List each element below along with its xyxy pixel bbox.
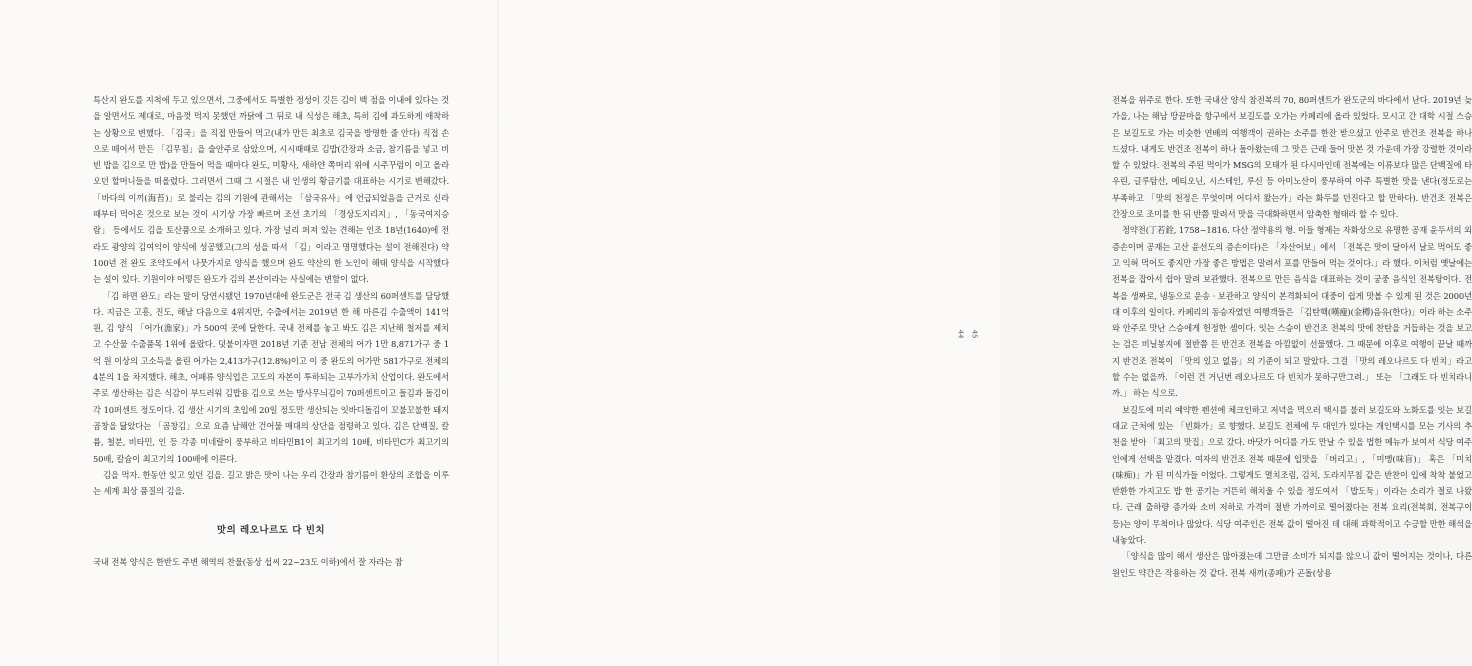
left-text-column [93, 92, 449, 570]
section-title: 맛의 레오나르도 다 빈치 [216, 525, 326, 537]
right-paragraph-2: 정약전(丁若銓, 1758~1816. 다산 정약용의 형. 이들 형제는 자화상으로 유명한 공재 윤두서의 외증손이며 공재는 고산 윤선도의 증손이다)은 「자산어보」에서 「전복은 맛이 달아서 날로 먹어도 좋고 익혀 먹어도 좋지만 가장 좋은 방법은 말려서 포를 만들어 먹는 것이다.」라 했다. 이처럼 옛날에는 전복을 잡아서 쉽아 말려 보관했다. 전복으로 만든 음식을 대표하는 것이 궁중 음식인 전복탕이다. 전복을 생짜로, 냉동으로 운송 · 보관하고 양식이 본격화되어 대중이 쉽게 맛볼 수 있게 된 것은 2000년대 이후의 일이다. 카페리의 동승자였던 여행객들은 「김탄핵(嘆瘦)(金樽)음유(한다)」이라 하는 소주와 안주로 맛난 스승에게 헌정한 셈이다. 잇는 스승이 반건조 전복의 맛에 찬탄을 거듭하는 것을 보고는 검은 비닐봉지에 절반쯤 든 반건조 전복을 아낌없이 선물했다. 그 때문에 이후로 여행이 끝날 때까지 반건조 전복이 「맛의 있고 없음」의 기준이 되고 말았다. 그걸 「맛의 레오나르도 다 빈치」라고 할 수는 없을까. 「이런 건 거닌번 레오나르도 다 빈치가 못하구만그려.」 또는 「그래도 다 빈치라니까.」 하는 식으로. [1112, 225, 1472, 399]
right-paragraph-3: 보길도에 미리 예약한 펜션에 체크인하고 저녁을 먹으러 택시를 불러 보길도와 노화도를 잇는 보길대교 근처에 있는 「빈화가」로 향했다. 보길도 전체에 두 대인가 있다는 개인택시를 모는 기사의 추천을 받아 「최고의 맛집」으로 갔다. 바닷가 어디를 가도 만날 수 있을 법한 메뉴가 보여서 식당 여주인에게 선택을 맡겼다. 여자의 반건조 전복 때문에 입맛을 「버리고」, 「미맹(味盲)」 혹은 「미치(味痴)」가 된 미식가들 이었다. 그렇게도 멸치조림, 김치, 도라지무침 같은 반찬이 입에 착착 붙었고 반환한 가지고도 밥 한 공기는 거뜬히 해치울 수 있을 정도여서 「밥도둑」이라는 소리가 절로 나왔다. 근래 출하량 증가와 소비 저하로 가격이 절반 가까이로 떨어졌다는 전복 요리(전복회, 전복구이 등)는 양이 무척이나 많았다. 식당 여주인은 전복 값이 떨어진 데 대해 과학적이고 수긍할 만한 해석을 내놓았다. [1112, 404, 1472, 546]
left-paragraph-2: 「김 하면 완도」라는 말이 당연시됐던 1970년대에 완도군은 전국 김 생산의 60퍼센트를 담당했다. 지금은 고흥, 진도, 해남 다음으로 4위지만, 수출에서는 2019년 한 해 마른김 수출액이 141억 원, 김 양식 「어가(漁家)」가 500여 곳에 달한다. 국내 전체를 놓고 봐도 김은 지난해 철저를 제치고 수산물 수출품목 1위에 올랐다. 덧붙이자면 2018년 기준 전남 전체의 어가 1만 8,871가구 중 1억 원 이상의 고소득을 올린 어가는 2,413가구(12.8%)이고 이 중 완도의 어가만 581가구로 전체의 4분의 1을 차지했다. 해초, 어패류 양식업은 고도의 자본이 투하되는 고부가가치 산업이다. 완도에서 주로 생산하는 김은 식감이 부드러워 김밥용 김으로 쓰는 방사무늬김이 70퍼센트이고 돌김과 돌김이 각 10퍼센트 정도이다. 김 생산 시기의 초입에 20일 정도만 생산되는 잇바디돌김이 꼬불꼬불한 돼지곱창을 닮았다는 「곱창김」으로 요즘 남해안 건어물 매대의 상단을 점령하고 있다. 김은 단백질, 칼륨, 철분, 비타민, 인 등 각종 미네랄이 풍부하고 비타민B1이 최고기의 10배, 비타민C가 최고기의 50배, 칼슘이 최고기의 100배에 이른다. [93, 290, 449, 464]
right-paragraph-1: 전복을 위주로 한다. 또한 국내산 양식 참전복의 70, 80퍼센트가 완도군의 바다에서 난다. 2019년 늦가을, 나는 해남 땅끝마을 항구에서 보길도를 오가는 카페리에 올라 있었다. 모시고 간 대학 시절 스승은 보길도로 가는 비슷한 연배의 여행객이 권하는 소주를 한잔 받으셨고 안주로 반건조 전복을 하나 드셨다. 내게도 반건조 전복이 하나 돌아왔는데 그 맛은 근래 들어 맛본 것 가운데 가장 강렬한 것이라 할 수 있었다. 전복의 주된 먹이가 MSG의 모태가 된 다시마인데 전복에는 이류보다 많은 단백질에 타우린, 글루탐산, 메티오닌, 시스테인, 루신 등 아미노산이 풍부하여 아주 특별한 맛을 낸다(정도로는 부족하고 「맛의 천정은 무엇이며 어디서 왔는가」라는 화두를 던진다고 할 만하다). 반건조 전복은 간장으로 조미를 한 뒤 반쯤 말려서 맛을 극대화하면서 암축한 형태라 할 수 있다. [1112, 95, 1472, 220]
right-page [500, 0, 1472, 666]
page-number-left: 44 [956, 329, 965, 339]
left-paragraph-1: 특산지 완도를 지척에 두고 있으면서, 그중에서도 특별한 정성이 깃든 김이 백 점을 이내에 있다는 것을 알면서도 제대로, 마음껏 먹지 못했던 까닭에 그 뒤로 내 식성은 해초, 특히 김에 과도하게 애착하는 상황으로 변했다. 「김국」을 직접 만들어 먹고(내가 만든 최초로 김국을 방명한 줄 안다) 직접 손으로 떼어서 만든 「김무침」을 술안주로 삼았으며, 시시때때로 김밥(간장과 소금, 참기름을 넣고 비빈 밥을 김으로 만 밥)을 만들어 먹을 때마다 완도, 미황사, 새하얀 쪽머리 위에 시주꾸럼이 이고 올라오던 할머니들을 떠올렸다. 그러면서 그때 그 시절은 내 인생의 황금기를 대표하는 시기로 변해갔다. 「바다의 이끼(海苔)」로 불리는 김의 기원에 관해서는 「삼국유사」에 언급되었음을 근거로 신라 때부터 먹어온 것으로 보는 것이 시기상 가장 빠르며 조선 초기의 「경상도지리지」, 「동국여지승람」 등에서도 김을 토산품으로 소개하고 있다. 가장 널리 퍼져 있는 견해는 인조 18년(1640)에 전라도 광양의 김여익이 양식에 성공했고(그의 성을 따서 「김」이라고 명명했다는 설이 전해진다) 약 100년 전 완도 조약도에서 나뭇가지로 양식을 했으며 완도 약산의 한 노인이 해태 양식을 시작했다는 설이 있다. 기원이야 어떻든 완도가 김의 본산이라는 사실에는 변함이 없다. [93, 95, 449, 285]
left-page [0, 0, 500, 666]
right-paragraph-4: 「양식을 많이 해서 생산은 많아졌는데 그만큼 소비가 되지를 않으니 값이 떨어지는 것이나, 다른 원인도 약간은 작용하는 것 같다. 전복 새끼(종패)가 곤돌(상용 [1112, 551, 1472, 578]
left-paragraph-4: 국내 전복 양식은 한반도 주변 해역의 찬물(동상 섭씨 22~23도 이하)에서 잘 자라는 참 [93, 556, 403, 567]
right-text-column [1112, 92, 1472, 581]
left-paragraph-3: 김을 먹자. 한동안 잊고 있던 김을. 길고 밝은 맛이 나는 우리 간장과 참기름이 환상의 조합을 이루는 세계 최상 품질의 김을. [93, 469, 449, 497]
page-number-right: 45 [970, 329, 979, 339]
